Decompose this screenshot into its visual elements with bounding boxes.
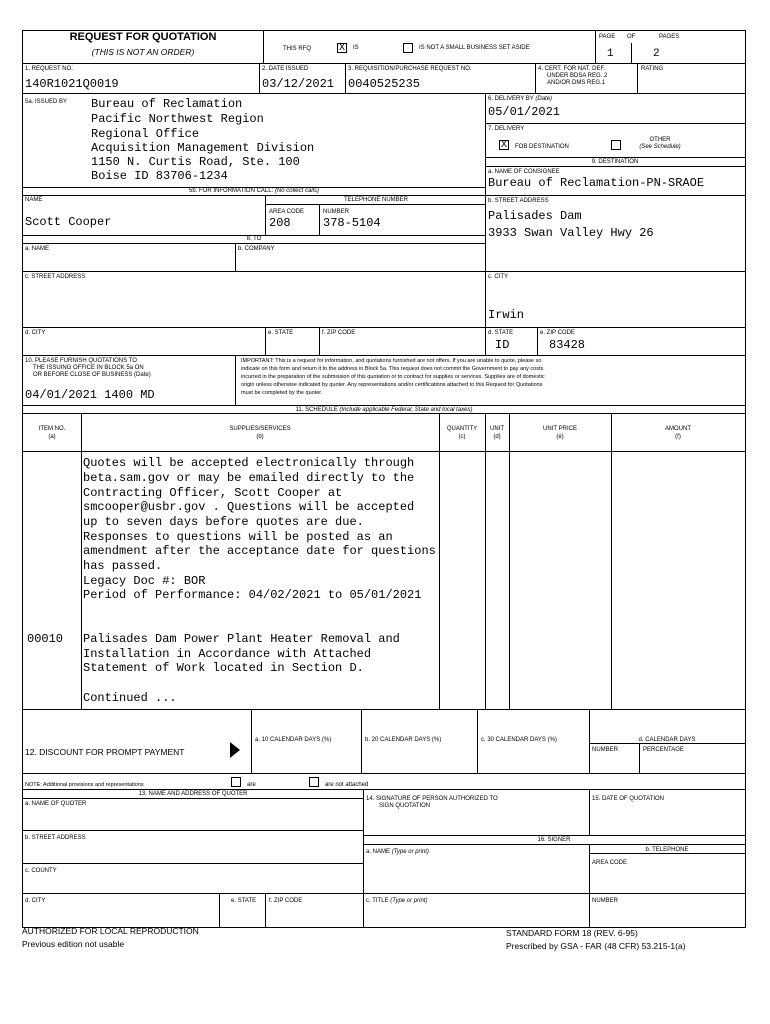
is-label: IS xyxy=(353,45,359,51)
date-issued-label: 2. DATE ISSUED xyxy=(262,66,309,72)
quoter-zip-label: f. ZIP CODE xyxy=(269,898,303,904)
footer-prescribed-by: Prescribed by GSA - FAR (48 CFR) 53.215-1(a) xyxy=(506,941,686,951)
other-label: OTHER xyxy=(649,137,671,143)
item-line-2: Installation in Accordance with Attached xyxy=(83,647,372,661)
consignee-label: a. NAME OF CONSIGNEE xyxy=(488,169,560,175)
quoter-block-label: 13. NAME AND ADDRESS OF QUOTER xyxy=(138,791,248,797)
to-label: 8. TO xyxy=(246,236,262,242)
signer-telephone-label: b. TELEPHONE xyxy=(645,847,689,853)
small-business-is-not-checkbox[interactable] xyxy=(403,43,413,53)
fob-destination-checkbox[interactable]: X xyxy=(500,140,507,151)
col-supplies-sub: (b) xyxy=(256,434,264,440)
col-amount-sub: (f) xyxy=(675,434,681,440)
quote-due-value[interactable]: 04/01/2021 1400 MD xyxy=(25,388,155,402)
item-line-1: Palisades Dam Power Plant Heater Removal and xyxy=(83,632,400,646)
form-title: REQUEST FOR QUOTATION xyxy=(69,31,217,43)
col-item-header: ITEM NO. xyxy=(38,426,66,432)
col-amount-header: AMOUNT xyxy=(665,426,691,432)
destination-street-1[interactable]: Palisades Dam xyxy=(488,209,582,223)
request-no-value[interactable]: 140R1021Q0019 xyxy=(25,77,119,91)
provisions-are-checkbox[interactable] xyxy=(231,777,241,787)
issued-by-line-2: Pacific Northwest Region xyxy=(91,112,264,126)
request-no-label: 1. REQUEST NO. xyxy=(25,66,73,72)
col-price-sub: (e) xyxy=(556,434,564,440)
col-item-sub: (a) xyxy=(48,434,56,440)
provisions-are-not-checkbox[interactable] xyxy=(309,777,319,787)
note-label: NOTE: Additional provisions and representations xyxy=(25,782,144,788)
discount-20-days-label: b. 20 CALENDAR DAYS (%) xyxy=(365,737,442,743)
signer-name-label: a. NAME (Type or print) xyxy=(366,849,429,855)
furnish-label-2: THE ISSUING OFFICE IN BLOCK 5a ON xyxy=(33,365,144,371)
schedule-note-1: Quotes will be accepted electronically through xyxy=(83,456,415,470)
discount-number-label: NUMBER xyxy=(592,747,619,753)
issued-by-label: 5a. ISSUED BY xyxy=(25,99,68,105)
form-subtitle: (THIS IS NOT AN ORDER) xyxy=(91,47,195,57)
col-unit-header: UNIT xyxy=(490,426,504,432)
destination-state-value[interactable]: ID xyxy=(495,338,510,352)
item-number: 00010 xyxy=(27,632,64,646)
col-unit-sub: (d) xyxy=(493,434,501,440)
signer-title-label: c. TITLE (Type or print) xyxy=(366,898,428,904)
furnish-label-1: 10. PLEASE FURNISH QUOTATIONS TO xyxy=(25,358,137,364)
rating-label: RATING xyxy=(641,66,664,72)
contact-name-value[interactable]: Scott Cooper xyxy=(25,215,112,229)
this-rfq-label: THIS RFQ xyxy=(283,46,311,52)
signature-label-1: 14. SIGNATURE OF PERSON AUTHORIZED TO xyxy=(366,796,498,802)
to-street-label: c. STREET ADDRESS xyxy=(25,274,86,280)
issued-by-line-1: Bureau of Reclamation xyxy=(91,97,243,111)
requisition-label: 3. REQUISITION/PURCHASE REQUEST NO. xyxy=(348,66,472,72)
important-line-5: must be completed by the quoter. xyxy=(241,390,323,396)
to-company-label: b. COMPANY xyxy=(238,246,275,252)
date-issued-value[interactable]: 03/12/2021 xyxy=(262,77,335,91)
discount-percentage-label: PERCENTAGE xyxy=(643,747,684,753)
number-label: NUMBER xyxy=(323,209,350,215)
quoter-city-label: d. CITY xyxy=(25,898,46,904)
fob-destination-label: FOB DESTINATION xyxy=(515,144,569,150)
quoter-name-label: a. NAME OF QUOTER xyxy=(25,801,87,807)
to-city-label: d. CITY xyxy=(25,330,46,336)
of-label: OF xyxy=(627,34,636,40)
schedule-note-8: has passed. xyxy=(83,559,163,573)
quoter-street-label: b. STREET ADDRESS xyxy=(25,835,86,841)
delivery-by-value[interactable]: 05/01/2021 xyxy=(488,105,561,119)
important-line-3: incurred in the preparation of the submission of this quotation or to contract for supplies or services. Supplies are of domestic xyxy=(241,374,545,380)
footer-standard-form: STANDARD FORM 18 (REV. 6-95) xyxy=(506,928,638,938)
telephone-label: TELEPHONE NUMBER xyxy=(343,197,408,203)
signer-area-code-label: AREA CODE xyxy=(592,860,628,866)
schedule-note-10: Period of Performance: 04/02/2021 to 05/01/2021 xyxy=(83,588,422,602)
quoter-state-label: e. STATE xyxy=(231,898,257,904)
issued-by-line-3: Regional Office xyxy=(91,127,200,141)
issued-by-line-5: 1150 N. Curtis Road, Ste. 100 xyxy=(91,155,300,169)
discount-10-days-label: a. 10 CALENDAR DAYS (%) xyxy=(255,737,332,743)
schedule-note-7: amendment after the acceptance date for questions xyxy=(83,544,436,558)
discount-calendar-days-label: d. CALENDAR DAYS xyxy=(638,737,696,743)
signature-label-2: SIGN QUOTATION xyxy=(379,803,431,809)
footer-reproduction: AUTHORIZED FOR LOCAL REPRODUCTION xyxy=(22,926,199,936)
info-call-label: 5b. FOR INFORMATION CALL: (No collect calls) xyxy=(189,188,319,194)
are-not-label: are not attached xyxy=(325,782,369,788)
consignee-value[interactable]: Bureau of Reclamation-PN-SRAOE xyxy=(488,176,705,190)
schedule-note-6: Responses to questions will be posted as an xyxy=(83,530,393,544)
small-business-is-checkbox[interactable]: X xyxy=(338,43,345,54)
pages-label: PAGES xyxy=(659,34,680,40)
delivery-by-label: 6. DELIVERY BY (Date) xyxy=(488,96,553,102)
phone-number-value[interactable]: 378-5104 xyxy=(323,216,381,230)
important-line-1: IMPORTANT: This is a request for information, and quotations furnished are not offers. If you are unable to quote, please so xyxy=(241,358,542,364)
contact-name-label: NAME xyxy=(25,197,43,203)
other-note: (See Schedule) xyxy=(639,144,681,150)
rfq-form xyxy=(22,30,746,928)
cert-label-3: AND/OR DMS REG.1 xyxy=(547,80,606,86)
col-supplies-header: SUPPLIES/SERVICES xyxy=(229,426,291,432)
schedule-note-9: Legacy Doc #: BOR xyxy=(83,574,206,588)
requisition-value[interactable]: 0040525235 xyxy=(348,77,421,91)
issued-by-line-6: Boise ID 83706-1234 xyxy=(91,169,228,183)
footer-previous-edition: Previous edition not usable xyxy=(22,939,125,949)
area-code-label: AREA CODE xyxy=(269,209,305,215)
area-code-value[interactable]: 208 xyxy=(269,216,291,230)
destination-label: 9. DESTINATION xyxy=(591,159,639,165)
signer-label: 16. SIGNER xyxy=(537,837,571,843)
destination-street-2[interactable]: 3933 Swan Valley Hwy 26 xyxy=(488,226,654,240)
destination-city-label: c. CITY xyxy=(488,274,509,280)
item-line-3: Statement of Work located in Section D. xyxy=(83,661,364,675)
to-state-label: e. STATE xyxy=(268,330,294,336)
destination-zip-value[interactable]: 83428 xyxy=(549,338,586,352)
to-zip-label: f. ZIP CODE xyxy=(322,330,356,336)
quotation-date-label: 15. DATE OF QUOTATION xyxy=(592,796,665,802)
delivery-label: 7. DELIVERY xyxy=(488,126,525,132)
col-price-header: UNIT PRICE xyxy=(543,426,577,432)
discount-30-days-label: c. 30 CALENDAR DAYS (%) xyxy=(481,737,557,743)
schedule-note-4: smcooper@usbr.gov . Questions will be accepted xyxy=(83,500,415,514)
schedule-note-3: Contracting Officer, Scott Cooper at xyxy=(83,486,343,500)
cert-label-2: UNDER BDSA REG. 2 xyxy=(547,73,608,79)
quoter-county-label: c. COUNTY xyxy=(25,868,57,874)
page-label: PAGE xyxy=(599,34,616,40)
signer-number-label: NUMBER xyxy=(592,898,619,904)
schedule-label: 11. SCHEDULE (Include applicable Federal, State and local taxes) xyxy=(295,407,473,413)
page-number: 1 xyxy=(607,48,614,60)
cert-label-1: 4. CERT. FOR NAT. DEF. xyxy=(538,66,606,72)
to-name-label: a. NAME xyxy=(25,246,50,252)
destination-zip-label: e. ZIP CODE xyxy=(540,330,575,336)
col-qty-header: QUANTITY xyxy=(446,426,478,432)
arrow-right-icon xyxy=(230,742,240,758)
schedule-note-5: up to seven days before quotes are due. xyxy=(83,515,364,529)
are-label: are xyxy=(247,782,256,788)
destination-city-value[interactable]: Irwin xyxy=(488,308,525,322)
continued-label: Continued ... xyxy=(83,691,177,705)
schedule-note-2: beta.sam.gov or may be emailed directly to the xyxy=(83,471,415,485)
furnish-label-3: OR BEFORE CLOSE OF BUSINESS (Date) xyxy=(33,372,151,378)
important-line-2: indicate on this form and return it to the address in Block 5a. This request does not commit the Government to pay any costs xyxy=(241,366,544,372)
other-delivery-checkbox[interactable] xyxy=(611,140,621,150)
col-qty-sub: (c) xyxy=(458,434,466,440)
important-line-4: origin unless otherwise indicated by quoter. Any representations and/or certifications attached to this Request for Quotations xyxy=(241,382,543,388)
issued-by-line-4: Acquisition Management Division xyxy=(91,141,315,155)
destination-street-label: b. STREET ADDRESS xyxy=(488,198,549,204)
total-pages: 2 xyxy=(653,48,660,60)
is-not-label: IS NOT A SMALL BUSINESS SET ASIDE xyxy=(419,45,530,51)
destination-state-label: d. STATE xyxy=(488,330,514,336)
discount-label: 12. DISCOUNT FOR PROMPT PAYMENT xyxy=(25,747,185,757)
